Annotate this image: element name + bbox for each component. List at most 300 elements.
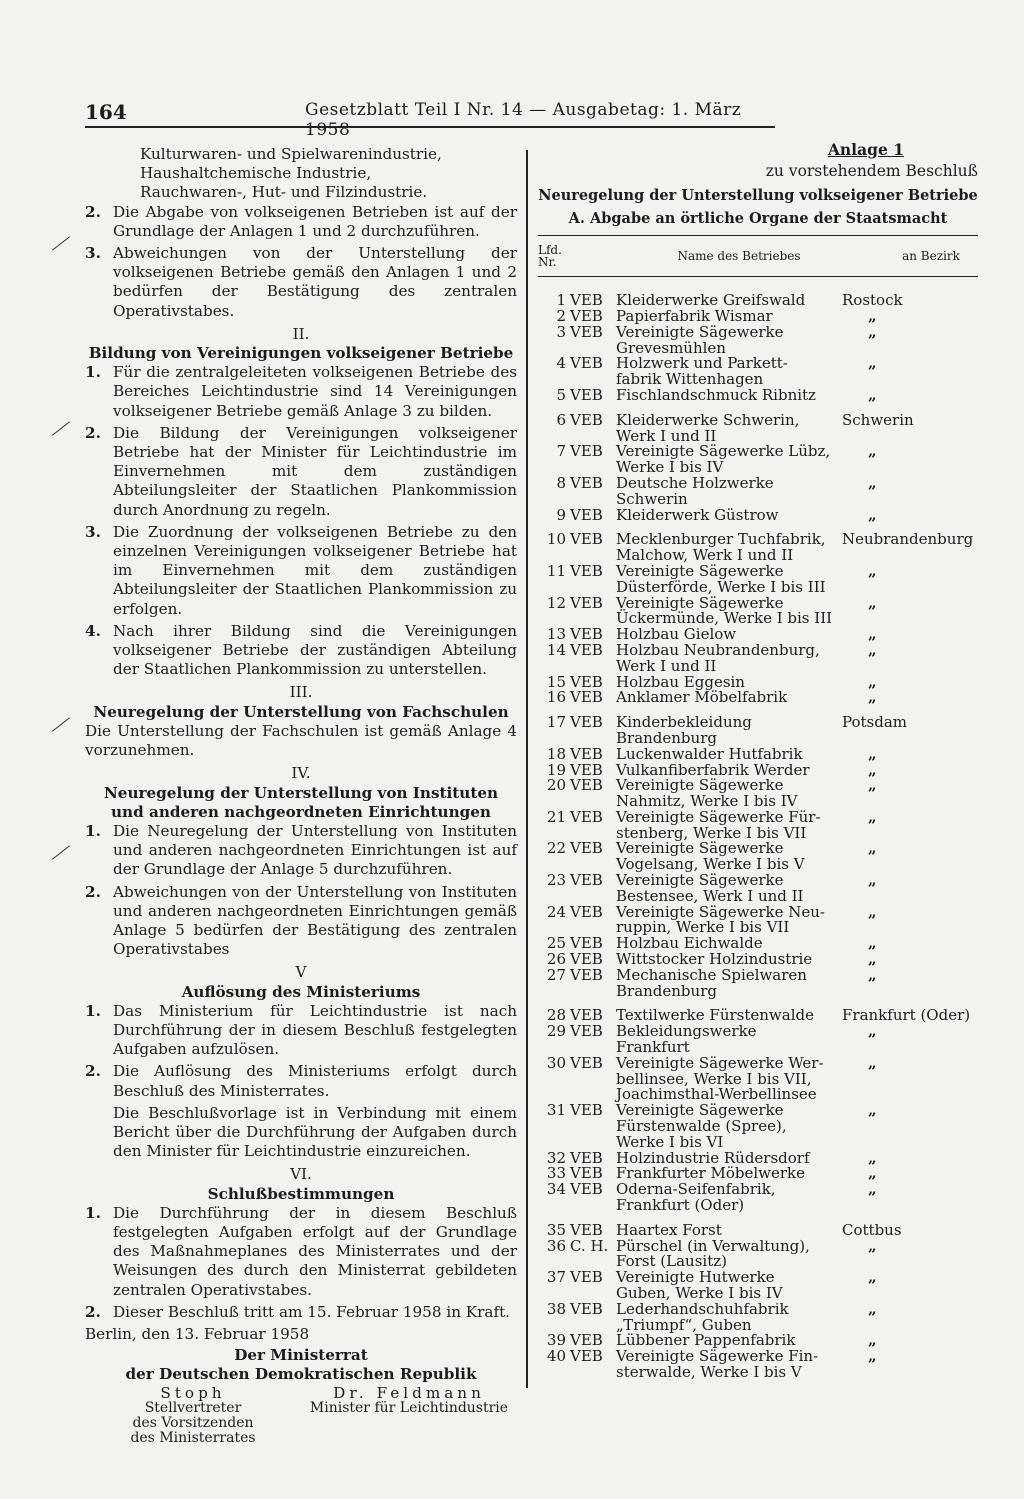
right-column [538, 142, 978, 1381]
cell-type: VEB [570, 776, 603, 795]
cell-bezirk: „ [868, 473, 877, 492]
cell-name: Nahmitz, Werke I bis IV [616, 792, 798, 811]
cell-bezirk [842, 857, 1004, 873]
cell-type: VEB [570, 530, 603, 549]
cell-type: VEB [570, 1347, 603, 1366]
cell-name: Holzbau Eggesin [616, 672, 745, 691]
section-title: Neuregelung der Unterstellung von Instituten [103, 783, 499, 802]
cell-bezirk: „ [868, 839, 877, 858]
cell-nr [538, 1119, 566, 1135]
cell-nr: 6 [556, 410, 566, 429]
signatory-name: Dr. Feldmann [333, 1384, 485, 1403]
cell-bezirk [842, 372, 1004, 388]
cell-name: Wittstocker Holzindustrie [616, 950, 813, 969]
cell-type: VEB [570, 760, 603, 779]
cell-type: VEB [570, 672, 603, 691]
cell-nr: 37 [546, 1268, 566, 1287]
cell-bezirk: Cottbus [842, 1220, 902, 1239]
cell-bezirk: „ [868, 385, 877, 404]
signatory-feldmann [301, 1386, 517, 1446]
cell-name: Deutsche Holzwerke [616, 473, 774, 492]
cell-name: Düsterförde, Werke I bis III [616, 577, 826, 596]
list-item [85, 1062, 517, 1100]
cell-bezirk: „ [868, 1148, 877, 1167]
cell-bezirk: „ [868, 1268, 877, 1287]
cell-bezirk: „ [868, 505, 877, 524]
cell-bezirk [842, 1119, 1004, 1135]
cell-bezirk: „ [868, 1164, 877, 1183]
cell-nr: 13 [546, 625, 566, 644]
table-header [538, 235, 978, 277]
cell-bezirk [842, 1087, 1004, 1103]
cell-name: Frankfurt [616, 1038, 690, 1057]
table-row [538, 505, 978, 524]
cell-nr: 38 [546, 1299, 566, 1318]
table-row-continuation [538, 981, 978, 1000]
cell-bezirk: „ [868, 807, 877, 826]
numbered-list-sec4 [85, 822, 517, 959]
cell-name: Forst (Lausitz) [616, 1252, 727, 1271]
intro-line: Rauchwaren-, Hut- und Filzindustrie. [140, 183, 428, 202]
cell-nr [538, 1365, 566, 1381]
cell-name: Bekleidungswerke [616, 1022, 757, 1041]
cell-bezirk [842, 1198, 1004, 1214]
cell-name: stenberg, Werke I bis VII [616, 823, 807, 842]
cell-bezirk: „ [868, 1331, 877, 1350]
cell-name: Holzbau Gielow [616, 625, 737, 644]
cell-nr [538, 1072, 566, 1088]
cell-bezirk: „ [868, 776, 877, 795]
section-title: Neuregelung der Unterstellung von Fachschulen [93, 702, 509, 721]
signing-body-line: Der Ministerrat [234, 1346, 368, 1365]
cell-nr: 39 [546, 1331, 566, 1350]
table-row [538, 1024, 978, 1040]
cell-bezirk: „ [868, 322, 877, 341]
cell-bezirk [842, 794, 1004, 810]
cell-type: VEB [570, 1180, 603, 1199]
annex-subtitle: zu vorstehendem Beschluß [765, 161, 978, 180]
list-item-number: 2. [85, 202, 101, 221]
list-item-text: Die Auflösung des Ministeriums erfolgt durch Beschluß des Ministerrates. [113, 1062, 517, 1100]
cell-bezirk: „ [868, 672, 877, 691]
cell-name: Lederhandschuhfabrik [616, 1299, 789, 1318]
cell-bezirk: „ [868, 1299, 877, 1318]
cell-nr: 4 [556, 354, 566, 373]
column-header-name: Name des Betriebes [677, 249, 801, 264]
cell-nr: 19 [546, 760, 566, 779]
column-header-bezirk: an Bezirk [902, 249, 960, 264]
table-row [538, 640, 978, 659]
cell-type: VEB [570, 807, 603, 826]
cell-nr: 17 [546, 713, 566, 732]
cell-bezirk [842, 731, 978, 747]
cell-name: Papierfabrik Wismar [616, 306, 773, 325]
list-item [85, 1303, 517, 1322]
cell-name: Holzindustrie Rüdersdorf [616, 1148, 810, 1167]
cell-name: Vereinigte Sägewerke [616, 322, 784, 341]
column-header-nr-line: Lfd. [538, 243, 562, 258]
cell-name: Vereinigte Sägewerke [616, 593, 784, 612]
cell-bezirk: „ [868, 561, 877, 580]
list-item-text: Die Neuregelung der Unterstellung von Instituten und anderen nachgeordneten Einrichtungen ist auf der Grundlage der Anlage 5 durchzuführen. [113, 821, 517, 879]
cell-name: Frankfurter Möbelwerke [616, 1164, 806, 1183]
list-item-number: 1. [85, 821, 101, 840]
cell-bezirk [842, 984, 1004, 1000]
signatory-role: des Ministerrates [130, 1430, 256, 1447]
cell-nr: 3 [556, 322, 566, 341]
cell-bezirk [842, 611, 1004, 627]
cell-name: Frankfurt (Oder) [616, 1196, 745, 1215]
cell-type: VEB [570, 505, 603, 524]
cell-name: Vereinigte Sägewerke Wer- [616, 1053, 824, 1072]
cell-bezirk [842, 826, 1004, 842]
page-number: 164 [85, 100, 127, 124]
cell-bezirk: Potsdam [842, 713, 908, 732]
table-row [538, 1182, 978, 1198]
cell-name: Werk I und II [616, 426, 717, 445]
cell-bezirk: Frankfurt (Oder) [842, 1006, 971, 1025]
cell-type [566, 1072, 616, 1088]
table-row-continuation [538, 1198, 978, 1214]
section-title: und anderen nachgeordneten Einrichtungen [111, 802, 491, 821]
cell-nr: 40 [546, 1347, 566, 1366]
list-item-text: Die Abgabe von volkseigenen Betrieben ist auf der Grundlage der Anlagen 1 und 2 durchzuführen. [113, 202, 517, 240]
cell-type: VEB [570, 1006, 603, 1025]
table-row-continuation [538, 656, 978, 675]
cell-bezirk: Neubrandenburg [842, 530, 974, 549]
cell-name: Holzbau Eichwalde [616, 934, 763, 953]
cell-name: Grevesmühlen [616, 338, 726, 357]
cell-type: C. H. [570, 1236, 609, 1255]
cell-nr: 23 [546, 871, 566, 890]
list-item-number: 1. [85, 363, 101, 382]
cell-bezirk [842, 492, 1004, 508]
cell-bezirk [842, 659, 1004, 675]
cell-type: VEB [570, 713, 603, 732]
list-item [85, 822, 517, 880]
cell-name: Fischlandschmuck Ribnitz [616, 385, 816, 404]
cell-type: VEB [570, 1053, 603, 1072]
cell-nr: 7 [556, 442, 566, 461]
cell-name: Vulkanfiberfabrik Werder [616, 760, 810, 779]
cell-name: Holzwerk und Parkett- [616, 354, 788, 373]
cell-nr: 34 [546, 1180, 566, 1199]
table-row [538, 444, 978, 460]
column-divider [526, 150, 528, 1388]
cell-type: VEB [570, 640, 603, 659]
left-column [85, 145, 517, 1446]
cell-bezirk: „ [868, 965, 877, 984]
cell-name: Vereinigte Sägewerke Fin- [616, 1347, 819, 1366]
cell-type: VEB [570, 1220, 603, 1239]
cell-name: Vereinigte Sägewerke Neu- [616, 902, 825, 921]
intro-lines [140, 145, 517, 203]
cell-nr: 5 [556, 385, 566, 404]
cell-name: Textilwerke Fürstenwalde [616, 1006, 814, 1025]
cell-name: Vereinigte Sägewerke [616, 871, 784, 890]
list-item-number: 2. [85, 423, 101, 442]
cell-nr: 2 [556, 306, 566, 325]
list-item-number: 2. [85, 1062, 101, 1081]
section-number: VI. [290, 1165, 312, 1184]
cell-type [566, 1119, 616, 1135]
city-date: Berlin, den 13. Februar 1958 [85, 1324, 310, 1343]
cell-bezirk [842, 1365, 1004, 1381]
list-item-number: 2. [85, 1302, 101, 1321]
cell-type: VEB [570, 902, 603, 921]
cell-bezirk [842, 429, 978, 445]
cell-nr: 25 [546, 934, 566, 953]
cell-bezirk: „ [868, 1180, 877, 1199]
list-item-text: Die Zuordnung der volkseigenen Betriebe zu den einzelnen Vereinigungen volkseigener Betriebe hat im Einvernehmen mit dem zuständigen Abteilungsleiter der Staatlichen Plankommission zu erfolgen. [113, 522, 517, 618]
cell-nr: 27 [546, 965, 566, 984]
cell-bezirk [842, 1135, 1004, 1151]
cell-nr: 11 [546, 561, 566, 580]
cell-bezirk [842, 1040, 1004, 1056]
cell-name: Kleiderwerke Greifswald [616, 291, 806, 310]
cell-bezirk: „ [868, 1236, 877, 1255]
cell-bezirk: „ [868, 442, 877, 461]
table-row [538, 715, 978, 731]
cell-bezirk: „ [868, 950, 877, 969]
cell-nr: 26 [546, 950, 566, 969]
section-title: Auflösung des Ministeriums [181, 982, 421, 1001]
pen-mark [52, 717, 70, 731]
signatories [85, 1386, 517, 1446]
cell-type: VEB [570, 354, 603, 373]
list-item-text: Nach ihrer Bildung sind die Vereinigungen volkseigener Betriebe der zuständigen Abteilung der Staatlichen Plankommission zu unterstellen. [113, 621, 517, 679]
table-row [538, 1008, 978, 1024]
list-item-text: Abweichungen von der Unterstellung der volkseigenen Betriebe gemäß den Anlagen 1 und 2 bedürfen der Bestätigung des zentralen Operativstabes. [113, 244, 517, 320]
list-item [85, 203, 517, 241]
cell-bezirk [842, 341, 1004, 357]
cell-type: VEB [570, 1299, 603, 1318]
cell-bezirk: „ [868, 934, 877, 953]
cell-name: Vereinigte Sägewerke [616, 839, 784, 858]
cell-type: VEB [570, 625, 603, 644]
cell-nr [538, 1198, 566, 1214]
list-item [85, 244, 517, 321]
cell-nr: 29 [546, 1022, 566, 1041]
cell-name: Anklamer Möbelfabrik [616, 688, 788, 707]
cell-type: VEB [570, 1164, 603, 1183]
cell-type: VEB [570, 1268, 603, 1287]
numbered-list-sec2 [85, 363, 517, 679]
cell-name: Brandenburg [616, 728, 717, 747]
numbered-list-block1 [85, 203, 517, 321]
list-item-number: 3. [85, 522, 101, 541]
section-title: Schlußbestimmungen [207, 1184, 395, 1203]
signing-body-line: der Deutschen Demokratischen Republik [125, 1365, 477, 1384]
section-paragraph: Die Beschlußvorlage ist in Verbindung mit einem Bericht über die Durchführung der Aufgaben durch den Minister für Leichtindustrie einzureichen. [113, 1103, 517, 1161]
section-number: III. [289, 683, 313, 702]
cell-nr: 20 [546, 776, 566, 795]
list-item [85, 883, 517, 960]
cell-name: fabrik Wittenhagen [616, 370, 764, 389]
list-item [85, 622, 517, 680]
cell-name: Joachimsthal-Werbellinsee [616, 1085, 817, 1104]
cell-type: VEB [570, 593, 603, 612]
numbered-list-sec5 [85, 1002, 517, 1101]
cell-name: Vereinigte Sägewerke Für- [616, 807, 821, 826]
cell-bezirk: „ [868, 688, 877, 707]
cell-name: Kleiderwerk Güstrow [616, 505, 779, 524]
cell-name: Malchow, Werk I und II [616, 546, 794, 565]
cell-nr: 22 [546, 839, 566, 858]
cell-bezirk [842, 889, 1004, 905]
cell-nr: 33 [546, 1164, 566, 1183]
annex-title: Anlage 1 [827, 140, 904, 159]
cell-bezirk: Rostock [842, 291, 903, 310]
cell-type: VEB [570, 871, 603, 890]
pen-mark [52, 236, 70, 250]
cell-type [566, 984, 616, 1000]
table-row [538, 385, 978, 404]
list-item-text: Abweichungen von der Unterstellung von Instituten und anderen nachgeordneten Einrichtungen gemäß Anlage 5 bedürfen der Bestätigung des zentralen Operativstabes [113, 882, 517, 959]
cell-name: Haartex Forst [616, 1220, 722, 1239]
cell-type: VEB [570, 1331, 603, 1350]
cell-bezirk: „ [868, 871, 877, 890]
signatory-stoph [85, 1386, 301, 1446]
cell-bezirk: „ [868, 306, 877, 325]
list-item-text: Die Durchführung der in diesem Beschluß festgelegten Aufgaben erfolgt auf der Grundlage des Maßnahmeplanes des Ministerrates und der Weisungen des durch den Ministerrat gebildeten zentralen Operativstabes. [113, 1203, 517, 1299]
table-row [538, 1236, 978, 1255]
cell-name: Werk I und II [616, 656, 717, 675]
list-item-number: 3. [85, 244, 101, 263]
annex-heading: Neuregelung der Unterstellung volkseigener Betriebe [538, 186, 978, 204]
cell-nr: 10 [546, 530, 566, 549]
list-item [85, 1002, 517, 1060]
cell-nr: 9 [556, 505, 566, 524]
table-row [538, 1299, 978, 1318]
table-row-continuation [538, 611, 978, 627]
table-row [538, 473, 978, 492]
cell-name: Vereinigte Sägewerke [616, 561, 784, 580]
table-row [538, 965, 978, 984]
cell-name: Holzbau Neubrandenburg, [616, 640, 820, 659]
cell-name: Schwerin [616, 489, 688, 508]
cell-nr: 14 [546, 640, 566, 659]
cell-bezirk [842, 1254, 1004, 1270]
cell-type: VEB [570, 385, 603, 404]
cell-type: VEB [570, 306, 603, 325]
cell-bezirk [842, 460, 1004, 476]
signatory-role: Stellvertreter [144, 1400, 242, 1417]
cell-type: VEB [570, 965, 603, 984]
cell-bezirk: „ [868, 354, 877, 373]
signing-body [85, 1346, 517, 1384]
cell-nr: 35 [546, 1220, 566, 1239]
list-item-number: 1. [85, 1203, 101, 1222]
cell-type: VEB [570, 950, 603, 969]
cell-bezirk: Schwerin [842, 410, 914, 429]
cell-type: VEB [570, 934, 603, 953]
cell-name: Pürschel (in Verwaltung), [616, 1236, 810, 1255]
cell-name: Oderna-Seifenfabrik, [616, 1180, 776, 1199]
cell-type: VEB [570, 561, 603, 580]
pen-mark [52, 845, 70, 859]
cell-nr [538, 984, 566, 1000]
cell-name: „Triumpf“, Guben [616, 1315, 752, 1334]
cell-name: Vereinigte Sägewerke [616, 776, 784, 795]
cell-type: VEB [570, 688, 603, 707]
cell-bezirk [842, 920, 1004, 936]
section-number: IV. [291, 764, 311, 783]
list-item [85, 424, 517, 520]
cell-bezirk: „ [868, 1101, 877, 1120]
cell-type: VEB [570, 1148, 603, 1167]
cell-name: Mechanische Spielwaren [616, 965, 807, 984]
cell-name: sterwalde, Werke I bis V [616, 1362, 802, 1381]
cell-name: bellinsee, Werke I bis VII, [616, 1069, 812, 1088]
list-item-text: Dieser Beschluß tritt am 15. Februar 1958 in Kraft. [113, 1302, 511, 1321]
cell-name: ruppin, Werke I bis VII [616, 918, 790, 937]
cell-nr: 15 [546, 672, 566, 691]
cell-nr: 18 [546, 744, 566, 763]
cell-nr: 21 [546, 807, 566, 826]
cell-bezirk: „ [868, 1022, 877, 1041]
cell-name: Vereinigte Hutwerke [616, 1268, 775, 1287]
list-item-text: Für die zentralgeleiteten volkseigenen Betriebe des Bereiches Leichtindustrie sind 14 Vereinigungen volkseigener Betriebe gemäß Anlage 3 zu bilden. [113, 363, 517, 420]
cell-nr: 32 [546, 1148, 566, 1167]
cell-type: VEB [570, 322, 603, 341]
cell-type: VEB [570, 839, 603, 858]
signatory-name: Stoph [160, 1384, 226, 1403]
cell-name: Guben, Werke I bis IV [616, 1284, 783, 1302]
cell-name: Kleiderwerke Schwerin, [616, 410, 800, 429]
cell-name: Ückermünde, Werke I bis III [616, 609, 833, 628]
column-header-nr-line: Nr. [538, 255, 557, 270]
cell-bezirk: „ [868, 1053, 877, 1072]
cell-bezirk [842, 580, 1004, 596]
cell-bezirk [842, 1286, 1004, 1302]
table-row [538, 690, 978, 706]
cell-type: VEB [570, 410, 603, 429]
cell-bezirk: „ [868, 1347, 877, 1366]
list-item [85, 363, 517, 421]
page-header [85, 100, 775, 140]
cell-bezirk: „ [868, 744, 877, 763]
column-header-nr [538, 244, 594, 268]
cell-bezirk [842, 1072, 1004, 1088]
cell-bezirk: „ [868, 593, 877, 612]
table-row [538, 410, 978, 429]
list-item [85, 523, 517, 619]
cell-bezirk: „ [868, 902, 877, 921]
cell-name: Brandenburg [616, 981, 717, 1000]
list-item-number: 1. [85, 1001, 101, 1020]
numbered-list-sec6 [85, 1204, 517, 1322]
list-item-text: Das Ministerium für Leichtindustrie ist nach Durchführung der in diesem Beschluß festgelegten Aufgaben aufzulösen. [113, 1001, 517, 1059]
section-text: Die Unterstellung der Fachschulen ist gemäß Anlage 4 vorzunehmen. [85, 721, 517, 760]
intro-line: Haushaltchemische Industrie, [140, 164, 372, 183]
cell-name: Kinderbekleidung [616, 713, 752, 732]
cell-name: Werke I bis IV [616, 458, 724, 477]
list-item-number: 4. [85, 621, 101, 640]
cell-type: VEB [570, 442, 603, 461]
cell-nr: 31 [546, 1101, 566, 1120]
cell-type: VEB [570, 291, 603, 310]
cell-type: VEB [570, 1101, 603, 1120]
section-number: V [295, 963, 307, 982]
intro-line: Kulturwaren- und Spielwarenindustrie, [140, 145, 442, 163]
section-number: II. [292, 324, 310, 343]
running-title: Gesetzblatt Teil I Nr. 14 — Ausgabetag: 1. März 1958 [305, 100, 742, 140]
cell-nr: 12 [546, 593, 566, 612]
cell-name: Bestensee, Werk I und II [616, 886, 804, 905]
cell-name: Werke I bis VI [616, 1132, 724, 1151]
list-item-text: Die Bildung der Vereinigungen volkseigener Betriebe hat der Minister für Leichtindustrie im Einvernehmen mit dem zuständigen Abteilungsleiter der Staatlichen Plankommission durch Anordnung zu regeln. [113, 423, 517, 519]
